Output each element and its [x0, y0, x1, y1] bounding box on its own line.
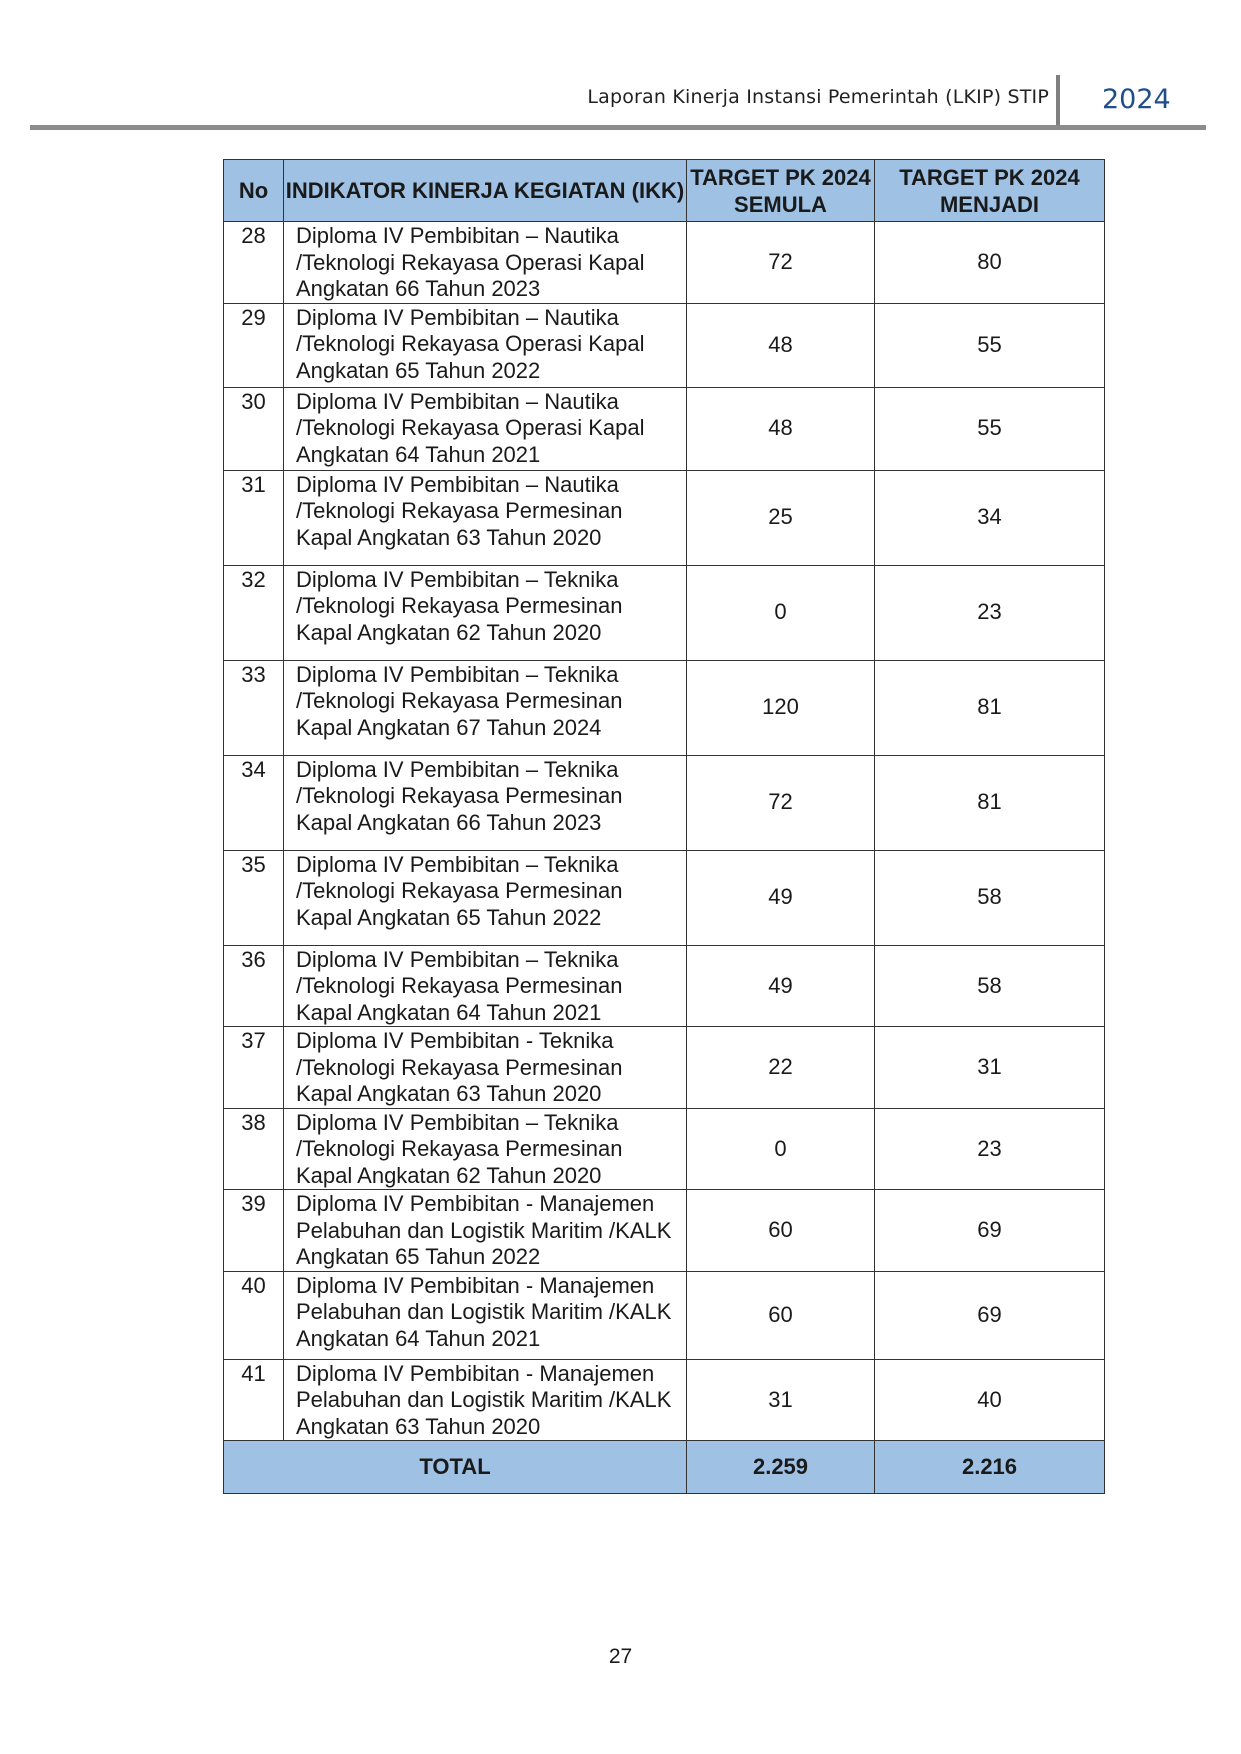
total-label: TOTAL	[224, 1441, 687, 1494]
row-indicator: Diploma IV Pembibitan – Teknika /Teknologi Rekayasa Permesinan Kapal Angkatan 62 Tahun 2020	[284, 565, 687, 660]
row-no: 34	[224, 755, 284, 850]
row-target-initial: 72	[687, 222, 875, 304]
row-no: 36	[224, 945, 284, 1027]
table-row	[224, 1190, 1105, 1272]
row-target-initial: 48	[687, 387, 875, 470]
row-no: 40	[224, 1271, 284, 1359]
row-target-initial: 48	[687, 303, 875, 387]
row-target-revised: 40	[875, 1359, 1105, 1441]
row-target-initial: 0	[687, 1108, 875, 1190]
row-no: 33	[224, 660, 284, 755]
row-indicator: Diploma IV Pembibitan - Teknika /Teknologi Rekayasa Permesinan Kapal Angkatan 63 Tahun 2020	[284, 1027, 687, 1109]
row-indicator: Diploma IV Pembibitan – Nautika /Teknologi Rekayasa Operasi Kapal Angkatan 64 Tahun 2021	[284, 387, 687, 470]
header-indicator: INDIKATOR KINERJA KEGIATAN (IKK)	[284, 160, 687, 222]
row-target-revised: 55	[875, 303, 1105, 387]
row-no: 28	[224, 222, 284, 304]
row-no: 38	[224, 1108, 284, 1190]
row-target-initial: 49	[687, 850, 875, 945]
row-indicator: Diploma IV Pembibitan – Teknika /Teknologi Rekayasa Permesinan Kapal Angkatan 67 Tahun 2024	[284, 660, 687, 755]
header-divider	[1056, 75, 1060, 127]
row-target-initial: 72	[687, 755, 875, 850]
total-target-revised: 2.216	[875, 1441, 1105, 1494]
page-number: 27	[608, 1645, 633, 1668]
row-indicator: Diploma IV Pembibitan – Teknika /Teknologi Rekayasa Permesinan Kapal Angkatan 65 Tahun 2022	[284, 850, 687, 945]
row-target-revised: 69	[875, 1190, 1105, 1272]
row-target-initial: 49	[687, 945, 875, 1027]
table-row	[224, 660, 1105, 755]
row-indicator: Diploma IV Pembibitan – Teknika /Teknologi Rekayasa Permesinan Kapal Angkatan 62 Tahun 2020	[284, 1108, 687, 1190]
table-header-row	[224, 160, 1105, 222]
row-target-revised: 58	[875, 945, 1105, 1027]
table-row	[224, 755, 1105, 850]
row-no: 29	[224, 303, 284, 387]
row-target-revised: 34	[875, 470, 1105, 565]
row-target-revised: 80	[875, 222, 1105, 304]
row-target-initial: 0	[687, 565, 875, 660]
row-target-revised: 55	[875, 387, 1105, 470]
table-row	[224, 850, 1105, 945]
row-target-revised: 23	[875, 1108, 1105, 1190]
table-row	[224, 303, 1105, 387]
row-no: 41	[224, 1359, 284, 1441]
row-no: 32	[224, 565, 284, 660]
row-indicator: Diploma IV Pembibitan - Manajemen Pelabuhan dan Logistik Maritim /KALK Angkatan 64 Tahun 2021	[284, 1271, 687, 1359]
header-target-initial: TARGET PK 2024 SEMULA	[687, 160, 875, 222]
row-indicator: Diploma IV Pembibitan – Nautika /Teknologi Rekayasa Operasi Kapal Angkatan 65 Tahun 2022	[284, 303, 687, 387]
row-target-revised: 81	[875, 660, 1105, 755]
table-row	[224, 1108, 1105, 1190]
row-target-initial: 25	[687, 470, 875, 565]
table-row	[224, 222, 1105, 304]
row-no: 37	[224, 1027, 284, 1109]
row-target-initial: 120	[687, 660, 875, 755]
table-row	[224, 470, 1105, 565]
row-indicator: Diploma IV Pembibitan - Manajemen Pelabuhan dan Logistik Maritim /KALK Angkatan 65 Tahun 2022	[284, 1190, 687, 1272]
row-target-initial: 60	[687, 1190, 875, 1272]
row-indicator: Diploma IV Pembibitan – Nautika /Teknologi Rekayasa Operasi Kapal Angkatan 66 Tahun 2023	[284, 222, 687, 304]
table-row	[224, 1359, 1105, 1441]
row-target-revised: 23	[875, 565, 1105, 660]
row-target-initial: 60	[687, 1271, 875, 1359]
row-indicator: Diploma IV Pembibitan - Manajemen Pelabuhan dan Logistik Maritim /KALK Angkatan 63 Tahun 2020	[284, 1359, 687, 1441]
table-body	[224, 222, 1105, 1441]
row-target-initial: 22	[687, 1027, 875, 1109]
row-no: 31	[224, 470, 284, 565]
table-row	[224, 387, 1105, 470]
row-target-revised: 81	[875, 755, 1105, 850]
row-target-revised: 69	[875, 1271, 1105, 1359]
row-indicator: Diploma IV Pembibitan – Nautika /Teknologi Rekayasa Permesinan Kapal Angkatan 63 Tahun 2020	[284, 470, 687, 565]
row-no: 35	[224, 850, 284, 945]
row-target-revised: 58	[875, 850, 1105, 945]
row-indicator: Diploma IV Pembibitan – Teknika /Teknologi Rekayasa Permesinan Kapal Angkatan 66 Tahun 2023	[284, 755, 687, 850]
table-row	[224, 1271, 1105, 1359]
total-target-initial: 2.259	[687, 1441, 875, 1494]
header-rule	[30, 125, 1206, 130]
header-target-revised: TARGET PK 2024 MENJADI	[875, 160, 1105, 222]
table-row	[224, 565, 1105, 660]
report-title: Laporan Kinerja Instansi Pemerintah (LKIP) STIP	[587, 86, 1049, 108]
row-no: 39	[224, 1190, 284, 1272]
row-target-initial: 31	[687, 1359, 875, 1441]
row-target-revised: 31	[875, 1027, 1105, 1109]
row-no: 30	[224, 387, 284, 470]
row-indicator: Diploma IV Pembibitan – Teknika /Teknologi Rekayasa Permesinan Kapal Angkatan 64 Tahun 2021	[284, 945, 687, 1027]
total-row	[224, 1441, 1105, 1494]
table-row	[224, 945, 1105, 1027]
report-year: 2024	[1102, 84, 1171, 115]
header-no: No	[224, 160, 284, 222]
ikk-table	[223, 159, 1105, 1494]
table-row	[224, 1027, 1105, 1109]
page-header	[0, 0, 1241, 140]
